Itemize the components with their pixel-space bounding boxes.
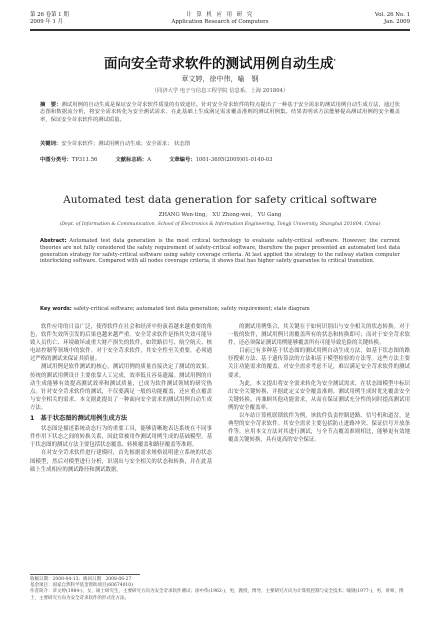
affiliation-cn: （同济大学 电子与信息工程学院 信息系，上海 201804） <box>151 88 289 94</box>
classification-line <box>40 155 400 163</box>
abstract-cn <box>40 102 400 124</box>
title-text: 面向安全苛求软件的测试用例自动生成 <box>104 56 334 72</box>
body-paragraph: 测试用例是软件测试的核心，测试用例的质量直接决定了测试的效果。传统的测试用例设计主要依靠人工完成，效率低且容易遗漏。测试用例的自动生成能够有效提高测试效率和测试质量，已成为软件测试领域的研究热点。针对安全苛求软件的测试，不仅要满足一般的功能覆盖，还应重点覆盖与安全相关的需求，本文据此提出了一种面向安全需求的测试用例自动生成方法。 <box>30 364 212 411</box>
abstract-cn-text: 测试用例的自动生成是保证安全苛求软件质量的有效途径。针对安全苛求软件的特点提出了一种基于安全需求的测试用例自动生成方法，通过状态图和数据流分析，将安全需求转化为安全测试需求，在此基础上生成满足需求覆盖准则的测试用例集。结果表明该方法能够提高测试用例的安全覆盖率，保证安全苛求软件的测试质量。 <box>40 102 400 123</box>
authors-cn: 章文婷，徐中伟，喻 钢 <box>181 75 259 83</box>
body-paragraph: 目前已有多种基于状态图的测试用例自动生成方法，如基于状态图的路径搜索方法、基于遗传算法的方法和基于模型检验的方法等。这些方法主要关注功能需求的覆盖，对安全需求考虑不足，难以满足安全苛求软件的测试要求。 <box>228 348 410 379</box>
volume-en: Vol. 26 No. 1 <box>374 12 410 18</box>
abstract-en-label: Abstract: <box>40 238 67 244</box>
body-paragraph: 软件应用的日益广泛，使得软件在社会和经济中扮演着越来越重要的角色，软件失效所引发的后果也越来越严重。安全苛求软件是指其失效可能导致人员伤亡、环境破坏或重大财产损失的软件，如铁路信号、航空航天、核电站控制等领域中的软件。对于安全苛求软件，其安全性至关重要，必须通过严格的测试来保证其质量。 <box>30 324 212 363</box>
body-paragraph: 状态图是描述系统动态行为的重要工具，能够清晰地表达系统在不同事件作用下状态之间的转换关系，因此常被用作测试用例生成的基础模型。基于状态图的测试方法主要包括状态覆盖、转换覆盖和路径覆盖等准则。 <box>30 426 212 449</box>
article-number: 文章编号：1001-3695(2009)01-0140-03 <box>169 157 273 163</box>
keywords-cn <box>40 141 400 148</box>
clc-number: 中图分类号：TP311.56 <box>40 157 98 163</box>
body-paragraph: 的测试用例集合，其关键在于如何识别出与安全相关的状态转换。对于一般的软件，测试用例只需覆盖所有的状态和转换即可；而对于安全苛求软件，还必须保证测试用例能够覆盖所有可能导致危险的关键转换。 <box>228 324 410 347</box>
journal-name-cn: 计 算 机 应 用 研 究 <box>186 12 254 18</box>
affiliation-en: (Dept. of Information & Communication, School of Electronics & Information Engineering, Tongji University, Shanghai 201804, China) <box>59 222 381 227</box>
footnote-bio: 作者简介：章文婷(1984-)，女，硕士研究生，主要研究方向为安全苛求软件测试；徐中伟(1962-)，男，教授，博导，主要研究方向为计算机控制与安全技术；喻钢(1977-)，男，讲师，博士，主要研究方向为安全苛求软件的形式化方法。 <box>30 589 404 601</box>
keywords-en-label: Key words: <box>40 306 72 312</box>
header-right <box>375 12 410 26</box>
abstract-en <box>40 238 400 265</box>
paper-title-cn <box>30 52 410 72</box>
keywords-en-text: safety-critical software; automated test data generation; safety requirement; state diagram <box>73 306 310 312</box>
header-rule <box>30 29 410 31</box>
footnote-rule <box>30 574 140 575</box>
body-column-right <box>228 323 410 444</box>
keywords-cn-label: 关键词： <box>40 141 62 147</box>
volume-issue: 第 26 卷第 1 期 <box>30 12 69 18</box>
body-column-left <box>30 323 212 474</box>
header-center <box>30 12 410 26</box>
date-en: Jan. 2009 <box>384 19 410 25</box>
authors-en: ZHANG Wen-ting， XU Zhong-wei， YU Gang <box>158 212 282 218</box>
body-paragraph: 为此，本文提出将安全需求转化为安全测试需求，在状态图模型中标识出安全关键转换，并据此定义安全覆盖准则。测试用例生成时优先覆盖安全关键转换，再兼顾其他功能需求，从而在保证测试充分性的同时提高测试用例的安全覆盖率。 <box>228 380 410 411</box>
footnote-fund: 基金项目：国家自然科学基金资助项目(60674010) <box>30 583 133 589</box>
keywords-en <box>40 306 400 313</box>
section-heading: 1 基于状态图的测试用例生成方法 <box>30 415 128 423</box>
footnote <box>30 577 410 602</box>
body-paragraph: 在对安全苛求软件进行建模时，首先根据需求规格说明建立系统的状态图模型，然后对模型进行分析，识别出与安全相关的状态和转换，并在此基础上生成相应的测试路径和测试数据。 <box>30 450 212 473</box>
title-footnote-mark: * <box>333 58 336 65</box>
paper-title-en: Automated test data generation for safety critical software <box>63 194 377 206</box>
keywords-cn-text: 安全苛求软件；测试用例自动生成；安全需求； 状态图 <box>61 141 191 147</box>
body-paragraph: 以车站计算机联锁软件为例，该软件负责控制进路、信号机和道岔，是典型的安全苛求软件。其安全需求主要包括防止进路冲突、保证信号开放条件等。应用本文方法对其进行测试，与全节点覆盖准则相比，能够更有效地覆盖关键转换，具有更高的安全保证。 <box>228 413 410 444</box>
abstract-cn-label: 摘 要： <box>40 102 62 108</box>
date-cn: 2009 年 1 月 <box>30 19 64 25</box>
footnote-received: 收稿日期：2008-04-13；修回日期：2008-06-27 <box>30 577 132 582</box>
journal-name-en: Application Research of Computers <box>171 19 269 25</box>
abstract-en-text: Automated test data generation is the most critical technology to evaluate safety-critical software. However, the current theories are not fully considered the safety requirement of safety-critical software, therefore the paper presented an automated test data generation strategy for safety-critical software using safety coverage criteria. At last applied the strategy to the railway station computer interlocking software. Compared with all nodes coverage criteria, it shows that has higher safety guarantee to critical transition. <box>40 238 401 265</box>
doc-code: 文献标志码：A <box>115 157 152 163</box>
